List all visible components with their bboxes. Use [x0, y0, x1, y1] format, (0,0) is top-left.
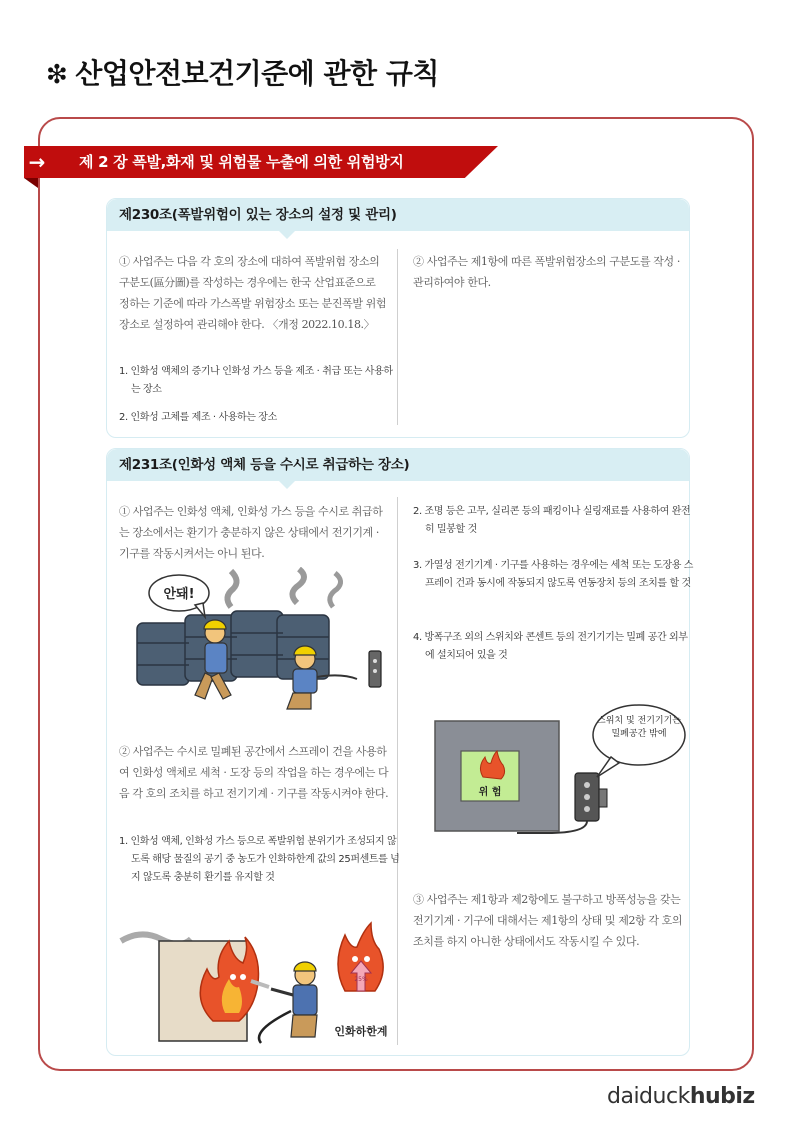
article-231-item-1: 1. 인화성 액체, 인화성 가스 등으로 폭발위험 분위기가 조성되지 않도록 해당 물질의 공기 중 농도가 인화하한계 값의 25퍼센트를 넘지 않도록 충분히 환기를 유지할 것 — [119, 836, 400, 883]
chapter-banner-fold — [24, 178, 38, 188]
article-230-section — [106, 198, 690, 438]
article-231-item-3: 3. 가열성 전기기계 · 기구를 사용하는 경우에는 세척 또는 도장용 스프레이 건과 동시에 작동되지 않도록 연동장치 등의 조치를 할 것 — [413, 560, 694, 589]
chapter-title: 제 2 장 폭발,화재 및 위험물 누출에 의한 위험방지 — [79, 153, 404, 171]
article-230-item-1: 1. 인화성 액체의 증기나 인화성 가스 등을 제조 · 취급 또는 사용하는 장소 — [119, 366, 393, 395]
switch-outside-bubble-text: 스위치 및 전기기기는 밀폐공간 밖에 — [597, 716, 681, 739]
page-title — [46, 52, 439, 92]
article-231-item-2: 2. 조명 등은 고무, 실리콘 등의 패킹이나 실링재료를 사용하여 완전히 밀봉할 것 — [413, 506, 691, 535]
article-231-paragraph-3: ③ 사업주는 제1항과 제2항에도 불구하고 방폭성능을 갖는 전기기계 · 기구에 대해서는 제1항의 상태 및 제2항 각 호의 조치를 하지 아니한 상태에서도 작동시킬 수 있다. — [413, 893, 683, 948]
arrow-right-icon: → — [28, 150, 46, 174]
article-231-section — [106, 448, 694, 1056]
drum-workers-illustration — [119, 567, 389, 717]
article-231-paragraph-2: ② 사업주는 수시로 밀폐된 공간에서 스프레이 건을 사용하여 인화성 액체로 세척 · 도장 등의 작업을 하는 경우에는 다음 각 호의 조치를 하고 전기기계 · 기구를 작동시켜야 한다. — [119, 745, 389, 800]
asterisk-icon: ❇ — [46, 60, 68, 90]
danger-sign-text: 위 험 — [478, 787, 502, 798]
brand-logo — [607, 1084, 755, 1109]
brand-text-part1: daiduck — [607, 1084, 690, 1109]
speech-bubble-text: 안돼! — [163, 587, 195, 602]
brand-text-part2: hubiz — [689, 1084, 755, 1109]
column-divider — [397, 497, 398, 1045]
spray-fire-illustration — [113, 901, 393, 1047]
article-231-paragraph-1: ① 사업주는 인화성 액체, 인화성 가스 등을 수시로 취급하는 장소에서는 환기가 충분하지 않은 상태에서 전기기계 · 기구를 작동시켜서는 아니 된다. — [119, 505, 383, 560]
article-230-item-2: 2. 인화성 고체를 제조 · 사용하는 장소 — [119, 412, 277, 423]
article-230-paragraph-1: ① 사업주는 다음 각 호의 장소에 대하여 폭발위험 장소의 구분도(區分圖)를 작성하는 경우에는 한국 산업표준으로 정하는 기준에 따라 가스폭발 위험장소 또는 분진폭발 위험장소로 설정하여 관리해야 한다. 〈개정 2022.10.18.〉 — [119, 255, 387, 331]
arrow-percent-label: 25% — [354, 976, 368, 983]
enclosed-space-illustration — [427, 701, 687, 851]
article-231-item-4: 4. 방폭구조 외의 스위치와 콘센트 등의 전기기기는 밀폐 공간 외부에 설치되어 있을 것 — [413, 632, 688, 661]
lower-explosive-limit-label: 인화하한계 — [334, 1025, 388, 1038]
page-title-text: 산업안전보건기준에 관한 규칙 — [75, 57, 439, 90]
article-230-heading: 제230조(폭발위험이 있는 장소의 설정 및 관리) — [107, 199, 689, 231]
article-230-paragraph-2: ② 사업주는 제1항에 따른 폭발위험장소의 구분도를 작성 · 관리하여야 한다. — [413, 255, 680, 289]
article-231-heading: 제231조(인화성 액체 등을 수시로 취급하는 장소) — [107, 449, 689, 481]
